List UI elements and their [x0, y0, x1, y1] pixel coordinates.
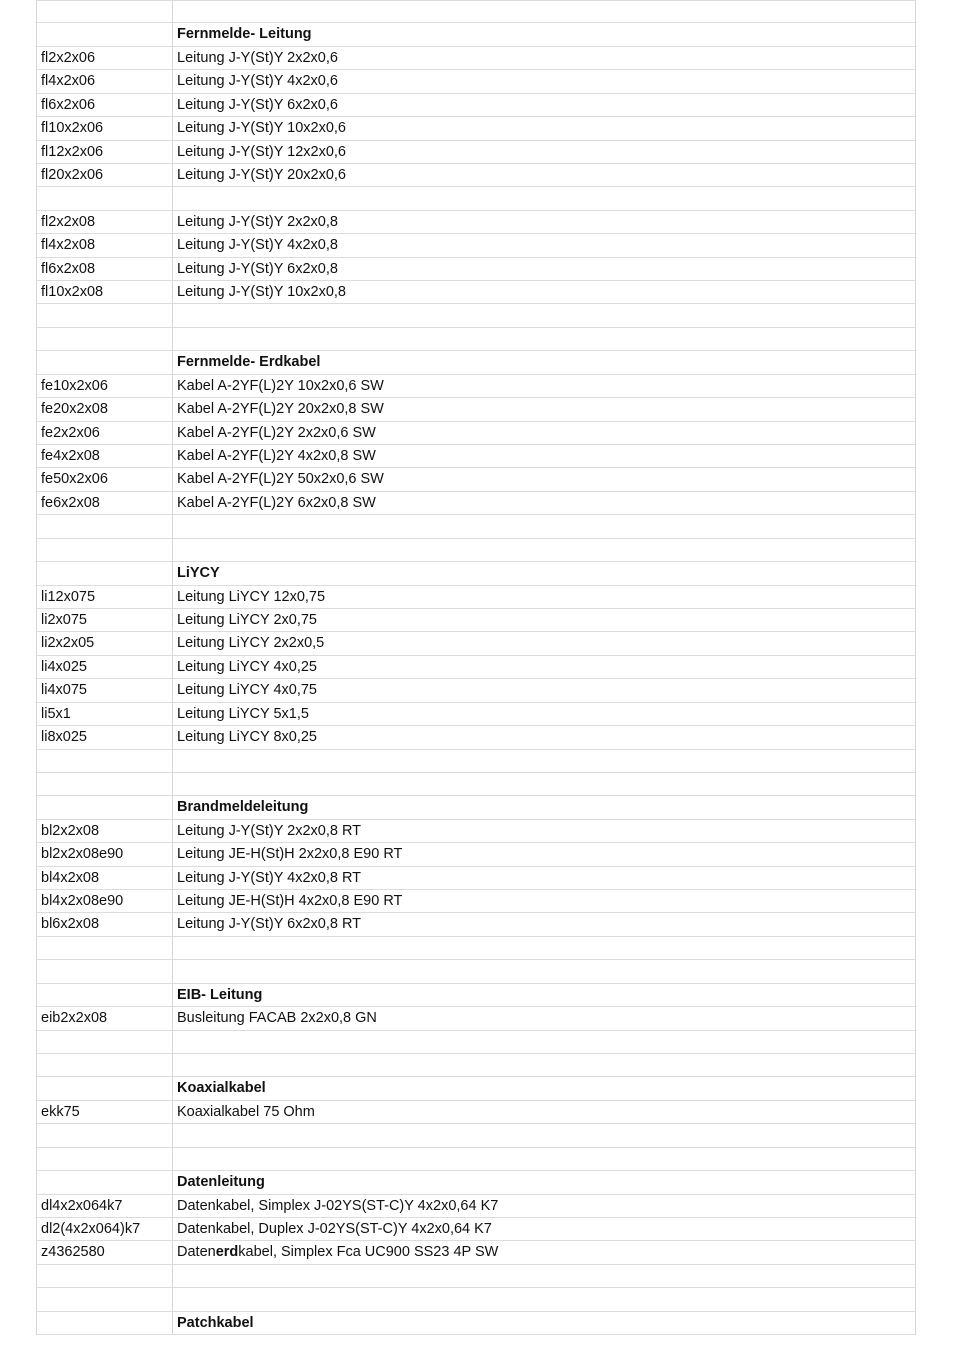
article-code-cell: dl4x2x064k7: [37, 1195, 173, 1217]
description-cell: [173, 328, 915, 350]
section-heading-row: [37, 23, 915, 46]
description-cell: Leitung J-Y(St)Y 2x2x0,8: [177, 213, 338, 230]
article-code-cell: z4362580: [37, 1241, 173, 1263]
table-row: [37, 1101, 915, 1124]
article-code-cell: [37, 1124, 173, 1146]
article-code-cell: fl20x2x06: [37, 164, 173, 186]
article-code-cell: [37, 1288, 173, 1310]
description-cell: Kabel A-2YF(L)2Y 4x2x0,8 SW: [177, 448, 376, 465]
section-heading-row: [37, 1171, 915, 1194]
article-code-cell: [37, 304, 173, 326]
description-cell: Leitung LiYCY 2x0,75: [177, 611, 318, 628]
table-row: [37, 1218, 915, 1241]
description-cell: Datenkabel, Simplex J-02YS(ST-C)Y 4x2x0,64 K7: [177, 1197, 499, 1214]
description-cell: Leitung J-Y(St)Y 10x2x0,8: [177, 284, 346, 301]
table-row: [37, 258, 915, 281]
article-code-cell: [37, 1265, 173, 1287]
description-cell: Leitung LiYCY 5x1,5: [177, 705, 309, 722]
table-row: [37, 703, 915, 726]
article-code-cell: [37, 773, 173, 795]
blank-row: [37, 1031, 915, 1054]
table-row: [37, 656, 915, 679]
section-heading-row: [37, 796, 915, 819]
description-cell: Leitung J-Y(St)Y 6x2x0,8 RT: [177, 916, 362, 933]
article-code-cell: bl6x2x08: [37, 913, 173, 935]
description-part: Daten: [177, 1244, 216, 1261]
article-code-cell: [37, 1148, 173, 1170]
article-code-cell: li5x1: [37, 703, 173, 725]
description-cell: Kabel A-2YF(L)2Y 6x2x0,8 SW: [177, 494, 376, 511]
section-heading-row: [37, 1077, 915, 1100]
blank-row: [37, 937, 915, 960]
section-title-cell: Patchkabel: [177, 1314, 254, 1331]
table-row: [37, 281, 915, 304]
table-row: [37, 117, 915, 140]
blank-row: [37, 1288, 915, 1311]
blank-row: [37, 773, 915, 796]
description-cell: Leitung J-Y(St)Y 2x2x0,8 RT: [177, 822, 362, 839]
article-code-cell: li2x075: [37, 609, 173, 631]
table-row: [37, 632, 915, 655]
article-code-cell: [37, 984, 173, 1006]
table-row: [37, 141, 915, 164]
description-cell: [173, 750, 915, 772]
section-title-cell: Datenleitung: [177, 1174, 265, 1191]
description-cell: [173, 187, 915, 209]
description-cell: Leitung LiYCY 4x0,75: [177, 682, 318, 699]
description-cell: Leitung JE-H(St)H 4x2x0,8 E90 RT: [177, 893, 403, 910]
table-row: [37, 445, 915, 468]
article-code-cell: [37, 750, 173, 772]
description-cell: Leitung J-Y(St)Y 20x2x0,6: [177, 166, 346, 183]
blank-row: [37, 1124, 915, 1147]
article-code-cell: [37, 562, 173, 584]
section-title-cell: Fernmelde- Leitung: [177, 26, 312, 43]
article-code-cell: [37, 351, 173, 373]
description-cell: [173, 304, 915, 326]
article-code-cell: li8x025: [37, 726, 173, 748]
table-row: [37, 211, 915, 234]
article-code-cell: fe20x2x08: [37, 398, 173, 420]
blank-row: [37, 0, 915, 23]
description-cell: [173, 1241, 915, 1263]
article-code-cell: li2x2x05: [37, 632, 173, 654]
table-row: [37, 586, 915, 609]
article-code-cell: [37, 937, 173, 959]
table-row: [37, 867, 915, 890]
blank-row: [37, 750, 915, 773]
blank-row: [37, 539, 915, 562]
blank-row: [37, 328, 915, 351]
article-code-cell: [37, 1054, 173, 1076]
article-code-cell: fl10x2x06: [37, 117, 173, 139]
blank-row: [37, 960, 915, 983]
article-code-cell: [37, 1077, 173, 1099]
article-code-cell: bl2x2x08: [37, 820, 173, 842]
article-code-cell: fe10x2x06: [37, 375, 173, 397]
description-cell: Koaxialkabel 75 Ohm: [177, 1103, 315, 1120]
description-cell: [173, 1288, 915, 1310]
table-row: [37, 843, 915, 866]
article-code-cell: [37, 1031, 173, 1053]
blank-row: [37, 304, 915, 327]
blank-row: [37, 187, 915, 210]
article-code-cell: eib2x2x08: [37, 1007, 173, 1029]
article-code-cell: fe50x2x06: [37, 468, 173, 490]
article-code-cell: fe6x2x08: [37, 492, 173, 514]
table-row: [37, 609, 915, 632]
description-cell: Leitung LiYCY 2x2x0,5: [177, 635, 325, 652]
table-row: [37, 47, 915, 70]
table-row: [37, 94, 915, 117]
description-cell: Busleitung FACAB 2x2x0,8 GN: [177, 1010, 377, 1027]
description-cell: Leitung J-Y(St)Y 4x2x0,8 RT: [177, 869, 362, 886]
description-cell: Leitung J-Y(St)Y 6x2x0,6: [177, 96, 338, 113]
section-heading-row: [37, 562, 915, 585]
article-code-cell: fe4x2x08: [37, 445, 173, 467]
article-code-cell: fe2x2x06: [37, 422, 173, 444]
description-cell: [173, 1124, 915, 1146]
table-row: [37, 1007, 915, 1030]
blank-row: [37, 1265, 915, 1288]
article-code-cell: ekk75: [37, 1101, 173, 1123]
description-cell: [173, 1265, 915, 1287]
description-cell: Leitung LiYCY 8x0,25: [177, 729, 318, 746]
table-row: [37, 164, 915, 187]
article-code-cell: [37, 1312, 173, 1334]
table-row: [37, 492, 915, 515]
article-code-cell: [37, 960, 173, 982]
table-row: [37, 468, 915, 491]
article-code-cell: [37, 187, 173, 209]
article-code-cell: fl6x2x08: [37, 258, 173, 280]
description-part: erd: [215, 1244, 239, 1261]
section-heading-row: [37, 351, 915, 374]
article-code-cell: [37, 1171, 173, 1193]
table-row: [37, 913, 915, 936]
description-cell: Leitung J-Y(St)Y 12x2x0,6: [177, 143, 346, 160]
description-cell: [173, 1054, 915, 1076]
article-code-cell: [37, 328, 173, 350]
article-code-cell: bl4x2x08: [37, 867, 173, 889]
table-row: [37, 820, 915, 843]
article-code-cell: li4x075: [37, 679, 173, 701]
description-cell: [173, 1148, 915, 1170]
description-cell: Leitung J-Y(St)Y 4x2x0,8: [177, 237, 338, 254]
table-row: [37, 398, 915, 421]
article-code-cell: bl4x2x08e90: [37, 890, 173, 912]
article-code-cell: fl4x2x08: [37, 234, 173, 256]
spreadsheet-table: [36, 0, 916, 1335]
section-title-cell: Brandmeldeleitung: [177, 799, 309, 816]
section-heading-row: [37, 1312, 915, 1335]
description-cell: [173, 1, 915, 22]
article-code-cell: [37, 796, 173, 818]
table-row: [37, 422, 915, 445]
description-cell: Kabel A-2YF(L)2Y 50x2x0,6 SW: [177, 471, 384, 488]
article-code-cell: fl12x2x06: [37, 141, 173, 163]
article-code-cell: dl2(4x2x064)k7: [37, 1218, 173, 1240]
description-cell: Datenkabel, Duplex J-02YS(ST-C)Y 4x2x0,64 K7: [177, 1220, 492, 1237]
article-code-cell: [37, 539, 173, 561]
table-row: [37, 70, 915, 93]
table-row: [37, 890, 915, 913]
description-cell: Leitung J-Y(St)Y 2x2x0,6: [177, 49, 338, 66]
article-code-cell: li12x075: [37, 586, 173, 608]
table-row: [37, 234, 915, 257]
article-code-cell: [37, 23, 173, 45]
description-cell: [173, 937, 915, 959]
section-title-cell: EIB- Leitung: [177, 986, 263, 1003]
description-cell: Kabel A-2YF(L)2Y 2x2x0,6 SW: [177, 424, 376, 441]
article-code-cell: [37, 515, 173, 537]
description-cell: [173, 960, 915, 982]
article-code-cell: [37, 1, 173, 22]
article-code-cell: fl2x2x08: [37, 211, 173, 233]
blank-row: [37, 515, 915, 538]
description-cell: [173, 539, 915, 561]
table-row: [37, 679, 915, 702]
table-row: [37, 375, 915, 398]
description-cell: [173, 1031, 915, 1053]
section-title-cell: Fernmelde- Erdkabel: [177, 354, 321, 371]
description-cell: [173, 515, 915, 537]
table-row: [37, 1241, 915, 1264]
blank-row: [37, 1148, 915, 1171]
article-code-cell: fl4x2x06: [37, 70, 173, 92]
description-cell: Leitung J-Y(St)Y 4x2x0,6: [177, 73, 338, 90]
description-cell: Leitung JE-H(St)H 2x2x0,8 E90 RT: [177, 846, 403, 863]
section-title-cell: LiYCY: [177, 565, 220, 582]
blank-row: [37, 1054, 915, 1077]
table-row: [37, 1195, 915, 1218]
article-code-cell: fl10x2x08: [37, 281, 173, 303]
article-code-cell: fl6x2x06: [37, 94, 173, 116]
description-cell: Leitung J-Y(St)Y 6x2x0,8: [177, 260, 338, 277]
description-cell: Leitung J-Y(St)Y 10x2x0,6: [177, 120, 346, 137]
table-row: [37, 726, 915, 749]
article-code-cell: bl2x2x08e90: [37, 843, 173, 865]
article-code-cell: li4x025: [37, 656, 173, 678]
description-cell: [173, 773, 915, 795]
description-cell: Kabel A-2YF(L)2Y 10x2x0,6 SW: [177, 377, 384, 394]
section-heading-row: [37, 984, 915, 1007]
section-title-cell: Koaxialkabel: [177, 1080, 266, 1097]
description-part: kabel, Simplex Fca UC900 SS23 4P SW: [238, 1244, 499, 1261]
description-cell: Leitung LiYCY 4x0,25: [177, 658, 318, 675]
description-cell: Kabel A-2YF(L)2Y 20x2x0,8 SW: [177, 401, 384, 418]
description-cell: Leitung LiYCY 12x0,75: [177, 588, 326, 605]
article-code-cell: fl2x2x06: [37, 47, 173, 69]
